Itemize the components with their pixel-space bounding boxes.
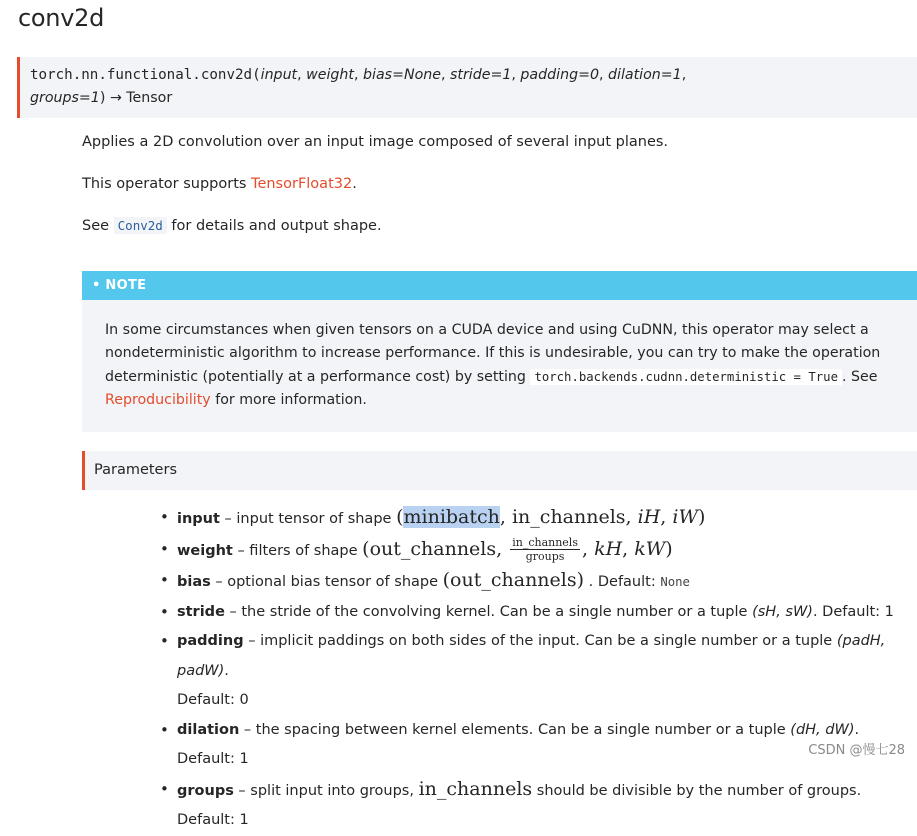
bias-shape-math: (out_channels) <box>442 569 585 591</box>
param-tuple: (sH, sW) <box>752 603 813 620</box>
param-padding <box>160 627 910 716</box>
param-input <box>160 503 910 535</box>
param-default: Default: 0 <box>177 692 249 708</box>
param-desc: – input tensor of shape <box>219 511 397 527</box>
note-text-2: . See <box>841 368 878 385</box>
desc2-end: . <box>352 176 357 192</box>
math-part: (out_channels, <box>362 537 509 560</box>
param-default: should be divisible by the number of groups. Default: 1 <box>177 782 862 828</box>
param-desc: – filters of shape <box>232 542 363 559</box>
description-line-2 <box>82 176 357 192</box>
note-heading: • NOTE <box>82 271 917 300</box>
math-open: ( <box>396 506 404 528</box>
math-ih: iH <box>637 506 661 528</box>
param-name: bias <box>177 574 211 590</box>
param-dilation-sig: dilation=1 <box>608 67 682 83</box>
param-period: . <box>224 662 229 679</box>
note-text: In some circumstances when given tensors on a CUDA device and using CuDNN, this operator may select a nondeterministic algorithm to increase performance. If this is undesirable, you can try to make the operation deterministic (potentially at a performance cost) by setting <box>105 322 881 385</box>
function-signature: torch.nn.functional.conv2d(input, weight, bias=None, stride=1, padding=0, dilation=1, groups=1) → Tensor <box>17 57 917 118</box>
parameters-list <box>160 503 910 836</box>
param-name: stride <box>177 603 225 620</box>
math-close: ) <box>665 537 673 560</box>
parameters-heading: Parameters <box>82 451 917 490</box>
param-weight-sig: weight <box>306 67 354 83</box>
param-stride-sig: stride=1 <box>450 67 512 83</box>
math-iw: iW <box>672 506 698 528</box>
param-name: input <box>177 511 220 527</box>
math-sep: , <box>622 537 635 560</box>
fraction <box>510 536 580 563</box>
param-default: . Default: 1 <box>177 721 860 767</box>
fraction-denominator: groups <box>525 550 565 563</box>
reproducibility-link[interactable]: Reproducibility <box>105 391 211 408</box>
param-name: weight <box>177 542 233 559</box>
param-groups-sig: groups=1 <box>30 90 100 106</box>
param-desc: – split input into groups, <box>233 782 419 799</box>
note-body <box>82 300 917 412</box>
note-box <box>82 271 917 432</box>
math-close: ) <box>698 506 706 528</box>
conv2d-link[interactable]: Conv2d <box>114 217 167 234</box>
param-bias-sig: bias=None <box>363 67 441 83</box>
none-code: None <box>660 575 690 589</box>
signature-return: → Tensor <box>109 90 173 106</box>
param-weight <box>160 535 910 567</box>
param-desc: – implicit paddings on both sides of the input. Can be a single number or a tuple <box>243 633 837 649</box>
description-line-3 <box>82 218 382 234</box>
fraction-numerator: in_channels <box>512 536 578 549</box>
weight-shape-math <box>362 536 673 563</box>
param-padding-sig: padding=0 <box>520 67 599 83</box>
description-line-1: Applies a 2D convolution over an input image composed of several input planes. <box>82 134 669 150</box>
param-stride <box>160 598 910 628</box>
param-name: padding <box>177 633 244 649</box>
param-name: dilation <box>177 721 240 738</box>
desc3-end: for details and output shape. <box>166 218 382 234</box>
param-tuple: (padH, padW) <box>177 633 886 679</box>
param-desc: – the spacing between kernel elements. Can be a single number or a tuple <box>239 721 791 738</box>
param-default: . Default: <box>584 574 661 590</box>
math-kh: kH <box>594 537 623 560</box>
param-default: . Default: 1 <box>812 603 894 620</box>
math-kw: kW <box>634 537 666 560</box>
desc3-text: See <box>82 218 114 234</box>
page-title: conv2d <box>18 4 104 32</box>
csdn-watermark: CSDN @慢七28 <box>808 743 905 758</box>
highlighted-minibatch: minibatch <box>403 506 500 528</box>
param-tuple: (dH, dW) <box>790 721 855 738</box>
param-desc: – optional bias tensor of shape <box>210 574 443 590</box>
tensorfloat32-link[interactable]: TensorFloat32 <box>251 176 353 192</box>
desc2-text: This operator supports <box>82 176 252 192</box>
param-name: groups <box>177 782 234 799</box>
deterministic-code: torch.backends.cudnn.deterministic = True <box>530 369 842 385</box>
param-input-sig: input <box>260 67 298 83</box>
math-sep: , <box>581 537 595 560</box>
in-channels-math: in_channels <box>418 777 533 800</box>
param-bias <box>160 566 910 598</box>
math-part: , in_channels, <box>499 506 638 528</box>
input-shape-math <box>396 506 705 528</box>
note-text-3: for more information. <box>210 391 367 408</box>
param-groups <box>160 775 910 836</box>
signature-func: torch.nn.functional.conv2d( <box>30 67 261 83</box>
param-dilation <box>160 716 910 775</box>
param-desc: – the stride of the convolving kernel. Can be a single number or a tuple <box>224 603 753 620</box>
math-sep: , <box>660 506 673 528</box>
